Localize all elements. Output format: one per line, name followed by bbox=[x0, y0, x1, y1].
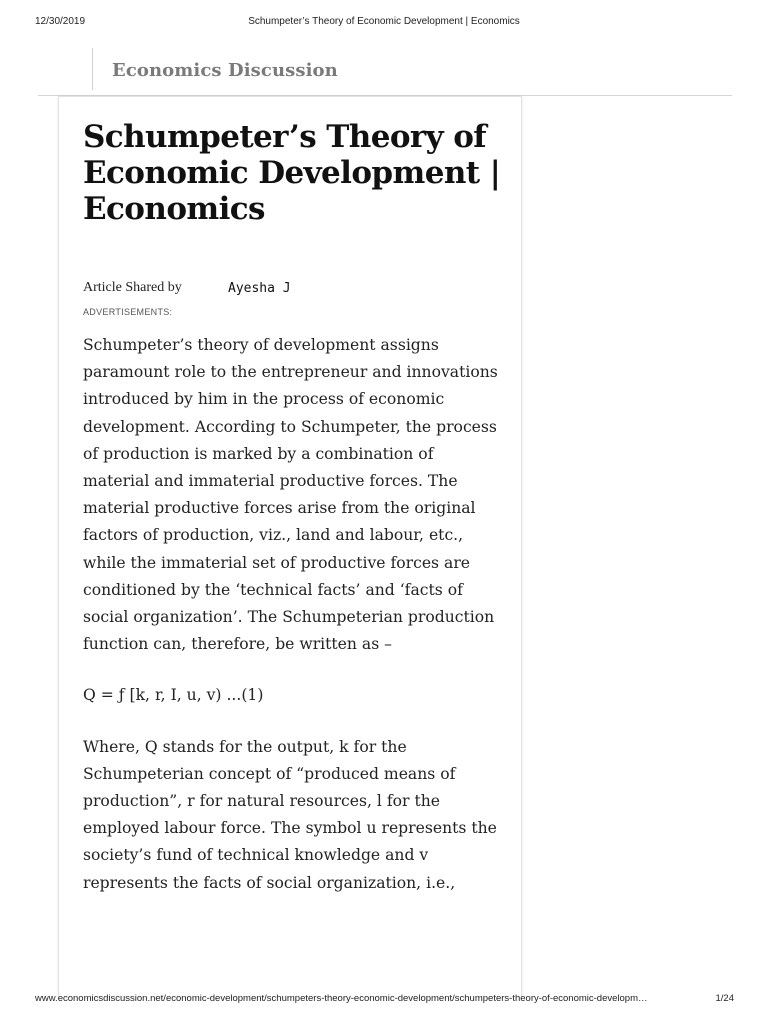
article-title: Schumpeter’s Theory of Economic Development | Economics bbox=[83, 119, 501, 227]
equation: Q = ƒ [k, r, I, u, v) ...(1) bbox=[83, 686, 264, 705]
advertisements-label: ADVERTISEMENTS: bbox=[83, 307, 173, 317]
paragraph-intro: Schumpeter’s theory of development assigns paramount role to the entrepreneur and innovations introduced by him in the process of economic development. According to Schumpeter, the process of production is marked by a combination of material and immaterial productive forces. The material productive forces arise from the original factors of production, viz., land and labour, etc., while the immaterial set of productive forces are conditioned by the ‘technical facts’ and ‘facts of social organization’. The Schumpeterian production function can, therefore, be written as – bbox=[83, 336, 498, 654]
article-body bbox=[83, 332, 501, 921]
header-divider bbox=[92, 48, 93, 90]
print-footer bbox=[0, 993, 768, 1007]
paragraph-definitions: Where, Q stands for the output, k for the Schumpeterian concept of “produced means of production”, r for natural resources, l for the employed labour force. The symbol u represents the society’s fund of technical knowledge and v represents the facts of social organization, i.e., bbox=[83, 737, 497, 892]
author-link[interactable]: Ayesha J bbox=[228, 281, 291, 296]
print-date: 12/30/2019 bbox=[35, 16, 86, 27]
site-logo-link[interactable]: Economics Discussion bbox=[112, 60, 338, 81]
byline bbox=[83, 280, 503, 298]
page-number: 1/24 bbox=[715, 993, 734, 1004]
site-header bbox=[38, 48, 732, 96]
print-title: Schumpeter’s Theory of Economic Development | Economics bbox=[248, 16, 520, 27]
byline-label: Article Shared by bbox=[83, 280, 182, 295]
article-card bbox=[58, 96, 522, 997]
print-header bbox=[0, 16, 768, 30]
footer-url: www.economicsdiscussion.net/economic-development/schumpeters-theory-economic-development/schumpeters-theory-of-economic-developm… bbox=[35, 993, 648, 1004]
